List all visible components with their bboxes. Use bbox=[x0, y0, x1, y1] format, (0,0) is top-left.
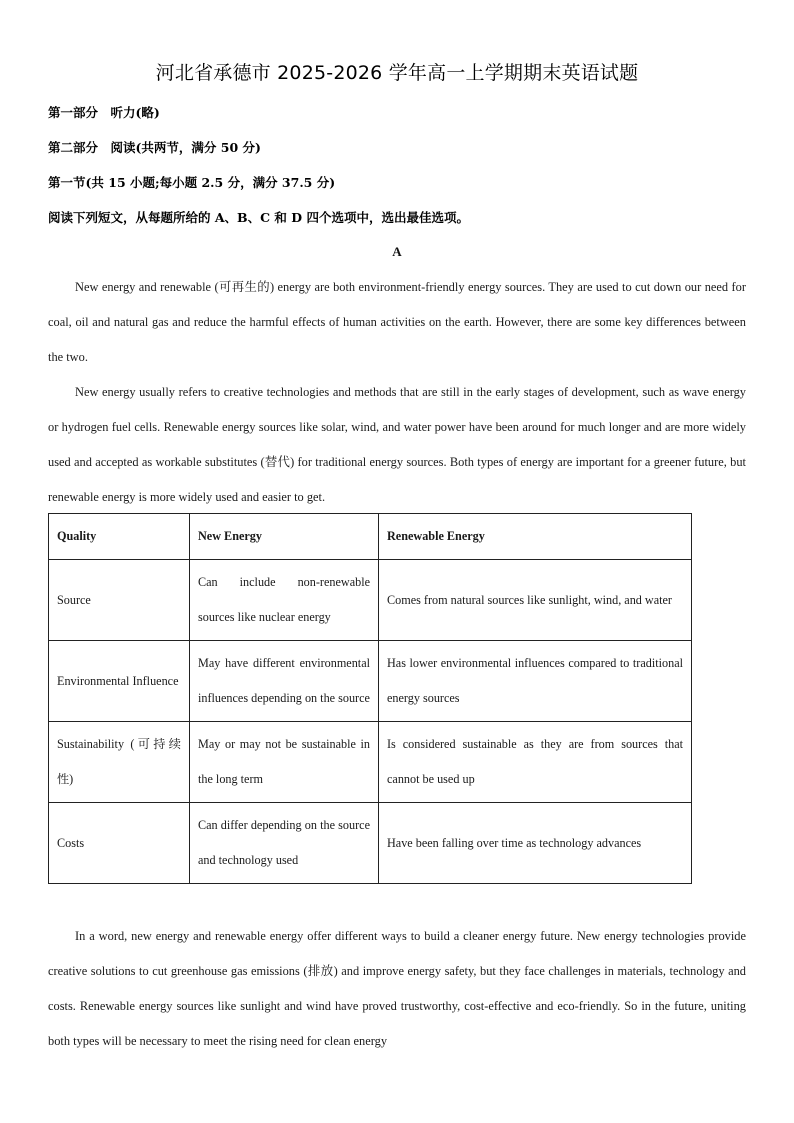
table-cell: Have been falling over time as technology advances bbox=[379, 803, 692, 884]
section-part-one: 第一节(共 15 小题;每小题 2.5 分，满分 37.5 分) bbox=[48, 175, 336, 190]
table-cell: May or may not be sustainable in the long term bbox=[190, 722, 379, 803]
table-cell: Is considered sustainable as they are from sources that cannot be used up bbox=[379, 722, 692, 803]
comparison-table bbox=[48, 513, 692, 884]
section-listening: 第一部分 听力(略) bbox=[48, 105, 160, 120]
table-cell: Source bbox=[49, 560, 190, 641]
section-reading: 第二部分 阅读(共两节，满分 50 分) bbox=[48, 140, 261, 155]
paragraph-1: New energy and renewable (可再生的) energy are both environment-friendly energy sources. They are used to cut down our need for coal, oil and natural gas and reduce the harmful effects of human activities on the earth. However, there are some key differences between the two. bbox=[48, 280, 746, 364]
passage-label: A bbox=[392, 244, 402, 259]
table-cell: Can differ depending on the source and technology used bbox=[190, 803, 379, 884]
paragraph-3: In a word, new energy and renewable energy offer different ways to build a cleaner energy future. New energy technologies provide creative solutions to cut greenhouse gas emissions (排放) and improve energy safety, but they face challenges in materials, technology and costs. Renewable energy sources like sunlight and wind have proved trustworthy, cost-effective and eco-friendly. So in the future, uniting both types will be necessary to meet the rising need for clean energy bbox=[48, 929, 746, 1048]
table-row bbox=[49, 560, 692, 641]
table-cell: Comes from natural sources like sunlight, wind, and water bbox=[379, 560, 692, 641]
table-header-cell: New Energy bbox=[190, 514, 379, 560]
table-cell: Environmental Influence bbox=[49, 641, 190, 722]
table-cell: Sustainability (可持续性) bbox=[49, 722, 190, 803]
table-header-cell: Renewable Energy bbox=[379, 514, 692, 560]
table-row bbox=[49, 722, 692, 803]
table-header-cell: Quality bbox=[49, 514, 190, 560]
table-row bbox=[49, 803, 692, 884]
table-cell: Costs bbox=[49, 803, 190, 884]
table-cell: Has lower environmental influences compared to traditional energy sources bbox=[379, 641, 692, 722]
page-title: 河北省承德市 2025-2026 学年高一上学期期末英语试题 bbox=[155, 62, 639, 84]
table-row bbox=[49, 641, 692, 722]
table-cell: May have different environmental influences depending on the source bbox=[190, 641, 379, 722]
paragraph-2: New energy usually refers to creative technologies and methods that are still in the early stages of development, such as wave energy or hydrogen fuel cells. Renewable energy sources like solar, wind, and water power have been around for much longer and are more widely used and accepted as workable substitutes (替代) for traditional energy sources. Both types of energy are important for a greener future, but renewable energy is more widely used and easier to get. bbox=[48, 385, 746, 504]
reading-instructions: 阅读下列短文，从每题所给的 A、B、C 和 D 四个选项中，选出最佳选项。 bbox=[48, 210, 469, 225]
table-cell: Can include non-renewable sources like nuclear energy bbox=[190, 560, 379, 641]
table-header-row bbox=[49, 514, 692, 560]
